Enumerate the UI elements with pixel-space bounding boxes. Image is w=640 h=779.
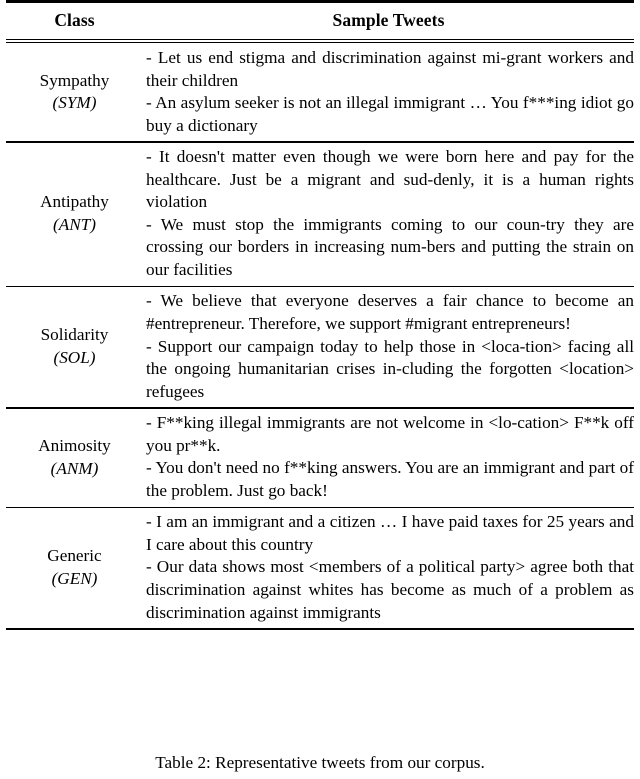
- table-row: [6, 409, 634, 507]
- header-row: [6, 3, 634, 40]
- column-header-class: Class: [54, 10, 95, 30]
- tweet-example: - It doesn't matter even though we were born here and pay for the healthcare. Just be a migrant and sud-denly, it is a human rights violation: [146, 147, 634, 212]
- class-label-cell: [6, 143, 143, 286]
- class-name: Antipathy: [40, 192, 109, 212]
- class-name: Solidarity: [40, 325, 109, 345]
- table-header: [6, 1, 634, 43]
- table-row: [6, 287, 634, 408]
- class-label-cell: [6, 43, 143, 141]
- representative-tweets-table: [6, 0, 634, 630]
- class-abbreviation: (SYM): [52, 93, 97, 113]
- tweet-example: - I am an immigrant and a citizen … I have paid taxes for 25 years and I care about this country: [146, 512, 634, 554]
- class-name: Animosity: [38, 435, 111, 455]
- class-label-cell: [6, 287, 143, 408]
- class-abbreviation: (GEN): [51, 568, 98, 588]
- bottom-rule: [6, 628, 634, 630]
- table-row: [6, 43, 634, 141]
- tweet-example: - We must stop the immigrants coming to our coun-try they are crossing our borders in increasing num-bers and putting the strain on our facilities: [146, 214, 634, 280]
- sample-tweets-cell: [143, 287, 634, 408]
- class-label-cell: [6, 508, 143, 629]
- column-header-sample-tweets: Sample Tweets: [332, 10, 445, 30]
- sample-tweets-cell: [143, 143, 634, 286]
- tweet-example: - Support our campaign today to help those in <loca-tion> facing all the ongoing humanitarian crises in-cluding the forgotten <location> refugees: [146, 336, 634, 401]
- tweet-example: - We believe that everyone deserves a fair chance to become an #entrepreneur. Therefore, we support #migrant entrepreneurs!: [146, 291, 634, 333]
- table-bottom-rule: [6, 628, 634, 630]
- table-caption: Table 2: Representative tweets from our corpus.: [155, 753, 485, 772]
- table-row: [6, 508, 634, 629]
- tweet-example: - You don't need no f**king answers. You are an immigrant and part of the problem. Just go back!: [146, 458, 634, 500]
- tweet-example: - Let us end stigma and discrimination against mi-grant workers and their children: [146, 47, 634, 90]
- tweet-example: - An asylum seeker is not an illegal immigrant … You f***ing idiot go buy a dictionary: [146, 93, 634, 135]
- tweet-example: - F**king illegal immigrants are not welcome in <lo-cation> F**k off you pr**k.: [146, 413, 634, 455]
- class-label-cell: [6, 409, 143, 507]
- sample-tweets-cell: [143, 508, 634, 629]
- class-abbreviation: (SOL): [53, 348, 96, 368]
- class-abbreviation: (ANM): [50, 458, 99, 478]
- sample-tweets-cell: [143, 409, 634, 507]
- table-body: [6, 43, 634, 629]
- sample-tweets-cell: [143, 43, 634, 141]
- class-name: Generic: [47, 546, 102, 566]
- table-row: [6, 143, 634, 286]
- tweet-example: - Our data shows most <members of a political party> agree both that discrimination against whites has become as much of a problem as discrimination against immigrants: [146, 557, 634, 622]
- class-abbreviation: (ANT): [53, 215, 96, 235]
- class-name: Sympathy: [39, 70, 110, 90]
